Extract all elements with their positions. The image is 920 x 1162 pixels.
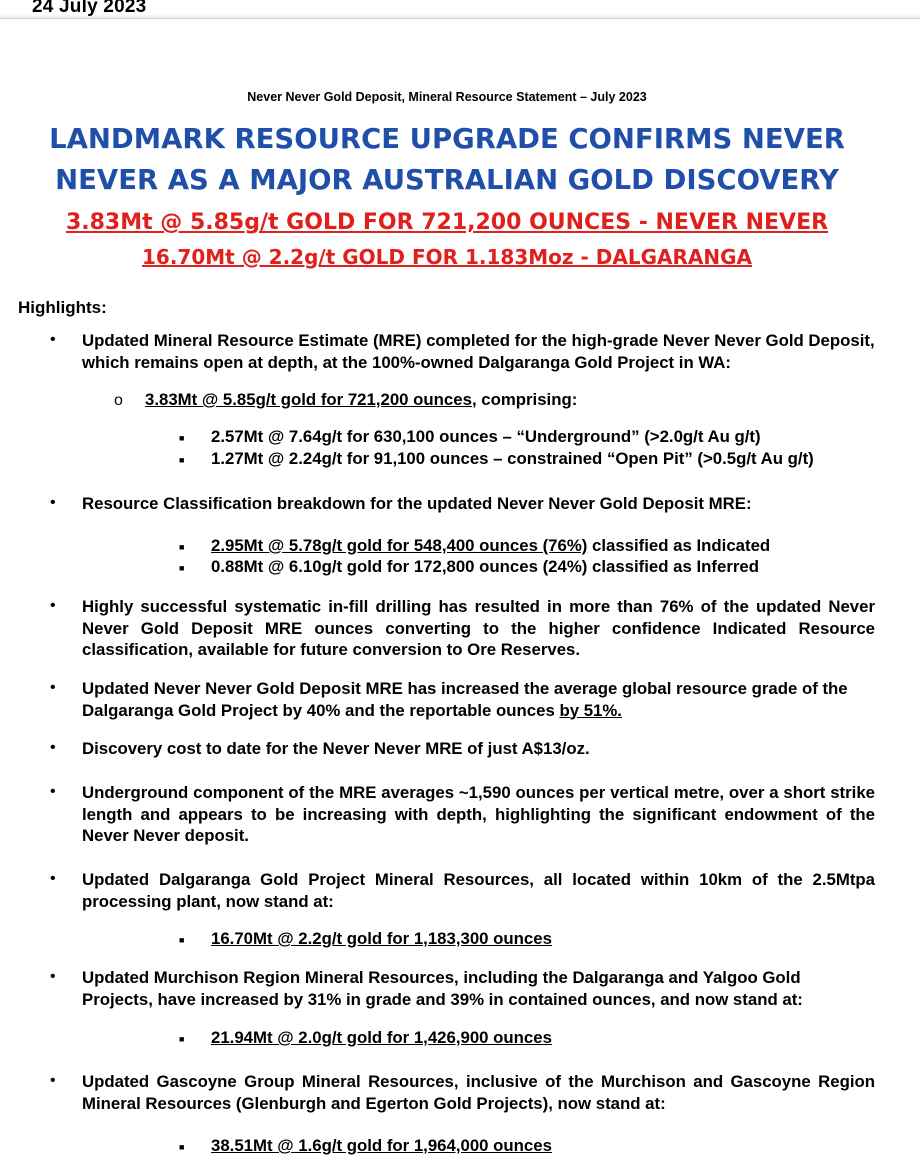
square-bullet-icon: ■ — [179, 563, 185, 573]
bullet-icon: • — [50, 1072, 56, 1089]
red-headline-never-never: 3.83Mt @ 5.85g/t GOLD FOR 721,200 OUNCES - NEVER NEVER — [65, 210, 829, 235]
square-bullet-icon: ■ — [179, 455, 185, 465]
indicated-line — [211, 536, 770, 556]
mre-underground-line: 2.57Mt @ 7.64g/t for 630,100 ounces – “Underground” (>2.0g/t Au g/t) — [211, 427, 761, 446]
highlight-mre-update: Updated Mineral Resource Estimate (MRE) completed for the high-grade Never Never Gold Deposit, which remains open at depth, at the 100%-owned Dalgaranga Gold Project in WA: — [82, 331, 875, 372]
grade-increase-figure: by 51%. — [559, 700, 622, 720]
highlight-classification: Resource Classification breakdown for the updated Never Never Gold Deposit MRE: — [82, 494, 752, 513]
report-date: 24 July 2023 — [32, 0, 147, 17]
headline-line-2: NEVER AS A MAJOR AUSTRALIAN GOLD DISCOVERY — [55, 164, 839, 196]
square-bullet-icon: ■ — [179, 1142, 185, 1152]
highlight-mre-total — [145, 390, 577, 410]
report-subheading: Never Never Gold Deposit, Mineral Resource Statement – July 2023 — [247, 90, 647, 104]
inferred-line: 0.88Mt @ 6.10g/t gold for 172,800 ounces (24%) classified as Inferred — [211, 557, 759, 576]
highlight-infill-drilling: Highly successful systematic in-fill drilling has resulted in more than 76% of the updated Never Never Gold Deposit MRE ounces converting to the higher confidence Indicated Resource classification, available for future conversion to Ore Reserves. — [82, 597, 875, 659]
main-headline — [0, 119, 894, 201]
mre-open-pit-line: 1.27Mt @ 2.24g/t for 91,100 ounces – constrained “Open Pit” (>0.5g/t Au g/t) — [211, 449, 814, 468]
highlight-underground-component: Underground component of the MRE averages ~1,590 ounces per vertical metre, over a short strike length and appears to be increasing with depth, highlighting the significant endowment of the Never Never deposit. — [82, 783, 875, 845]
bullet-icon: • — [50, 331, 56, 348]
highlights-label: Highlights: — [18, 298, 107, 317]
grade-increase-text: Updated Never Never Gold Deposit MRE has increased the average global resource grade of the Dalgaranga Gold Project by 40% and the reportable ounces — [82, 679, 848, 720]
circle-bullet-icon: o — [114, 392, 123, 409]
highlight-murchison-resources: Updated Murchison Region Mineral Resources, including the Dalgaranga and Yalgoo Gold Projects, have increased by 31% in grade and 39% in contained ounces, and now stand at: — [82, 968, 803, 1009]
bullet-icon: • — [50, 870, 56, 887]
bullet-icon: • — [50, 968, 56, 985]
square-bullet-icon: ■ — [179, 542, 185, 552]
square-bullet-icon: ■ — [179, 1034, 185, 1044]
bullet-icon: • — [50, 739, 56, 756]
highlight-gascoyne-resources: Updated Gascoyne Group Mineral Resources, inclusive of the Murchison and Gascoyne Region Mineral Resources (Glenburgh and Egerton Gold Projects), now stand at: — [82, 1072, 875, 1113]
bullet-icon: • — [50, 494, 56, 511]
bullet-icon: • — [50, 597, 56, 614]
square-bullet-icon: ■ — [179, 935, 185, 945]
murchison-resource-figure: 21.94Mt @ 2.0g/t gold for 1,426,900 ounces — [211, 1028, 552, 1047]
highlight-grade-increase — [82, 678, 875, 721]
highlight-discovery-cost: Discovery cost to date for the Never Never MRE of just A$13/oz. — [82, 739, 590, 758]
highlight-dalgaranga-resources: Updated Dalgaranga Gold Project Mineral Resources, all located within 10km of the 2.5Mtpa processing plant, now stand at: — [82, 870, 875, 911]
indicated-suffix: classified as Indicated — [587, 536, 771, 555]
bullet-icon: • — [50, 783, 56, 800]
gascoyne-resource-figure: 38.51Mt @ 1.6g/t gold for 1,964,000 ounces — [211, 1136, 552, 1155]
red-headline-dalgaranga: 16.70Mt @ 2.2g/t GOLD FOR 1.183Moz - DALGARANGA — [142, 245, 752, 269]
indicated-figure: 2.95Mt @ 5.78g/t gold for 548,400 ounces (76%) — [211, 536, 588, 555]
square-bullet-icon: ■ — [179, 433, 185, 443]
bullet-icon: • — [50, 679, 56, 696]
headline-line-1: LANDMARK RESOURCE UPGRADE CONFIRMS NEVER — [49, 123, 845, 155]
mre-total-suffix: , comprising: — [471, 390, 578, 409]
mre-total-figure: 3.83Mt @ 5.85g/t gold for 721,200 ounces — [145, 390, 472, 409]
dalgaranga-resource-figure: 16.70Mt @ 2.2g/t gold for 1,183,300 ounces — [211, 929, 552, 948]
